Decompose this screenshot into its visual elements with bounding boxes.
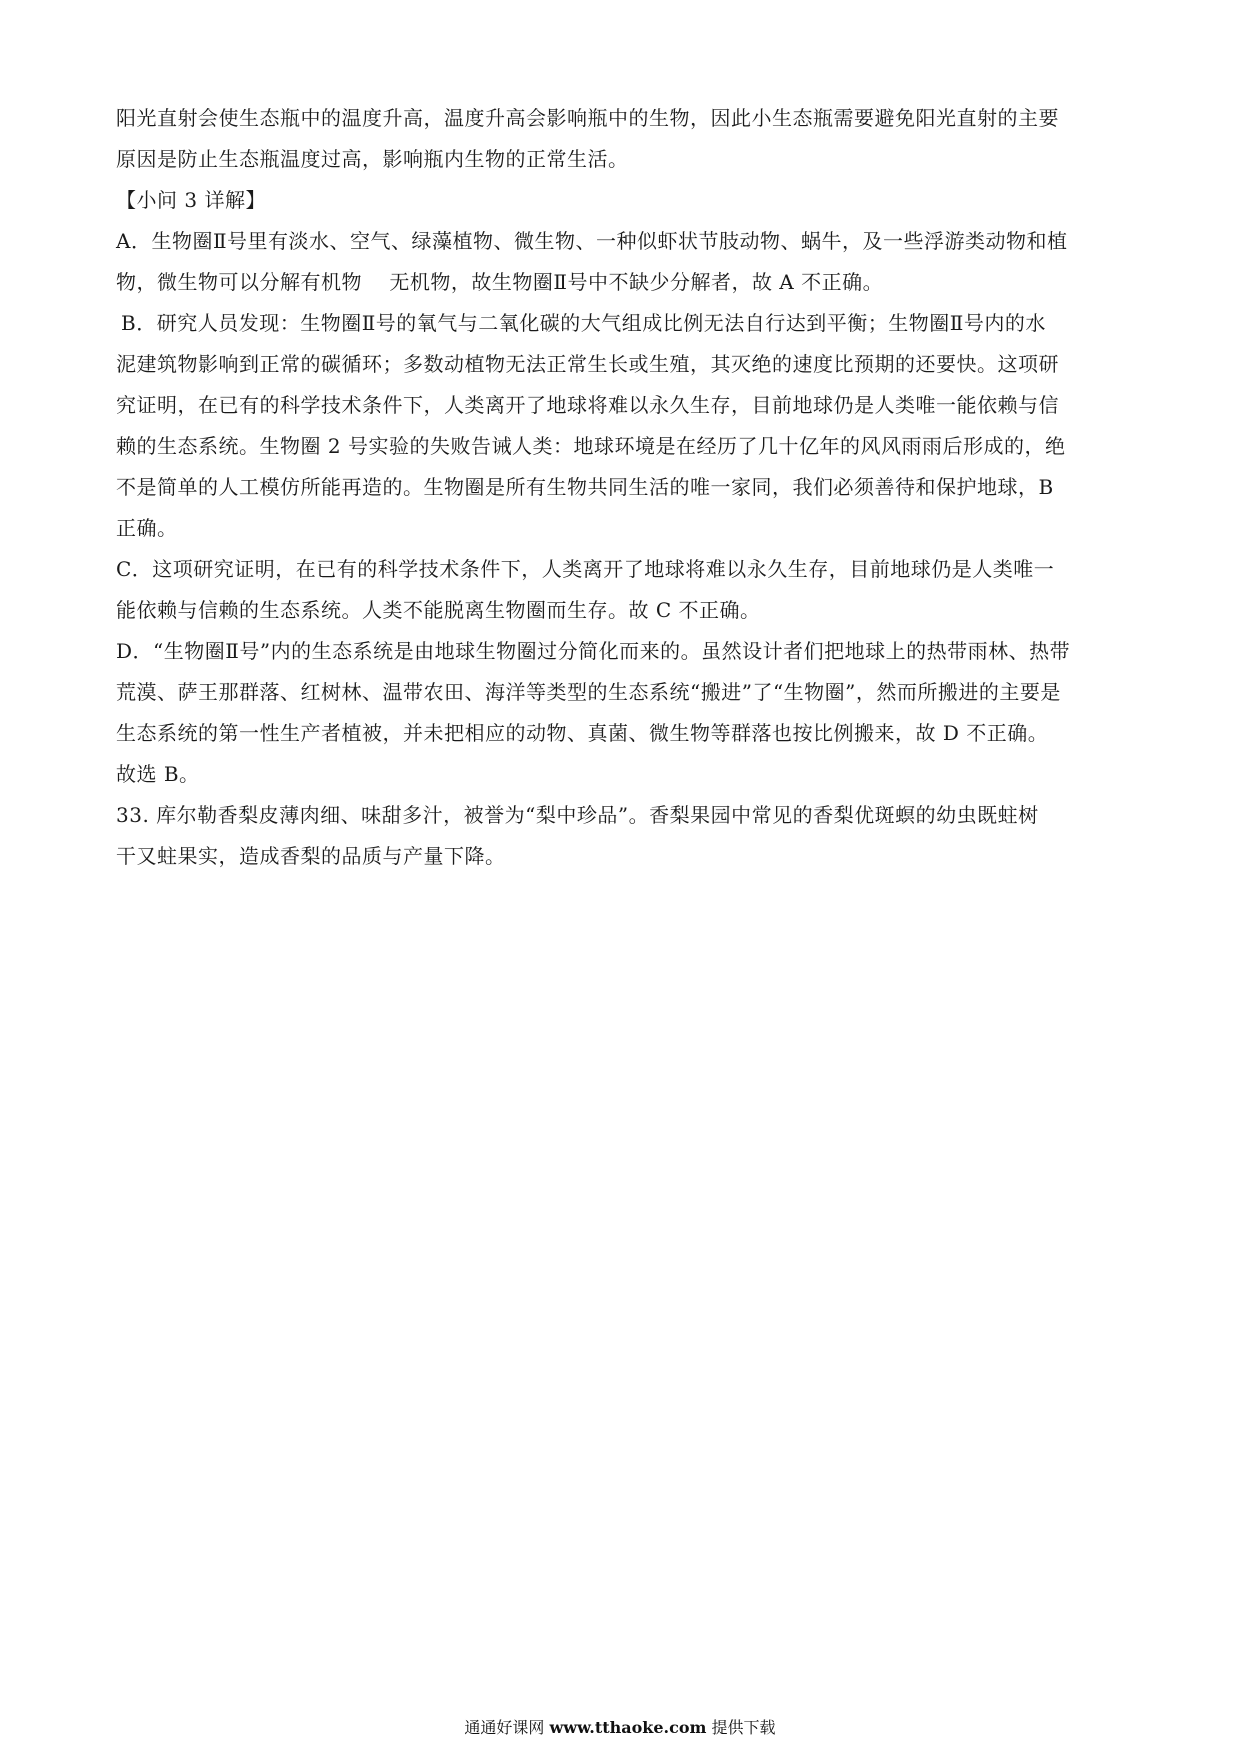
text-line: 泥建筑物影响到正常的碳循环；多数动植物无法正常生长或生殖，其灭绝的速度比预期的还要快。这项研 bbox=[116, 352, 1059, 376]
text-line: C．这项研究证明，在已有的科学技术条件下，人类离开了地球将难以永久生存，目前地球仍是人类唯一 bbox=[116, 557, 1055, 581]
text-line: 正确。 bbox=[116, 516, 178, 540]
footer-url-link[interactable]: www.tthaoke.com bbox=[549, 1718, 707, 1737]
document-body bbox=[116, 98, 1124, 877]
section-heading: 【小问 3 详解】 bbox=[116, 188, 266, 212]
footer-site-name: 通通好课网 bbox=[464, 1718, 545, 1737]
text-line: 物，微生物可以分解有机物 无机物，故生物圈Ⅱ号中不缺少分解者，故 A 不正确。 bbox=[116, 270, 884, 294]
question-line: 干又蛀果实，造成香梨的品质与产量下降。 bbox=[116, 844, 506, 868]
question-line: 33. 库尔勒香梨皮薄肉细、味甜多汁，被誉为“梨中珍品”。香梨果园中常见的香梨优斑螟的幼虫既蛀树 bbox=[116, 803, 1039, 827]
text-line: D．“生物圈Ⅱ号”内的生态系统是由地球生物圈过分简化而来的。虽然设计者们把地球上的热带雨林、热带 bbox=[116, 639, 1071, 663]
footer-suffix: 提供下载 bbox=[711, 1718, 776, 1737]
text-line: 生态系统的第一性生产者植被，并未把相应的动物、真菌、微生物等群落也按比例搬来，故 D 不正确。 bbox=[116, 721, 1049, 745]
text-line: 赖的生态系统。生物圈 2 号实验的失败告诫人类：地球环境是在经历了几十亿年的风风雨雨后形成的，绝 bbox=[116, 434, 1066, 458]
text-line: B．研究人员发现：生物圈Ⅱ号的氧气与二氧化碳的大气组成比例无法自行达到平衡；生物圈Ⅱ号内的水 bbox=[121, 311, 1046, 335]
text-line: A．生物圈Ⅱ号里有淡水、空气、绿藻植物、微生物、一种似虾状节肢动物、蜗牛，及一些浮游类动物和植 bbox=[116, 229, 1068, 253]
page-footer bbox=[0, 1717, 1240, 1739]
answer-line: 故选 B。 bbox=[116, 762, 200, 786]
text-line: 能依赖与信赖的生态系统。人类不能脱离生物圈而生存。故 C 不正确。 bbox=[116, 598, 761, 622]
text-line: 究证明，在已有的科学技术条件下，人类离开了地球将难以永久生存，目前地球仍是人类唯一能依赖与信 bbox=[116, 393, 1059, 417]
text-line: 荒漠、萨王那群落、红树林、温带农田、海洋等类型的生态系统“搬进”了“生物圈”，然而所搬进的主要是 bbox=[116, 680, 1061, 704]
text-line: 原因是防止生态瓶温度过高，影响瓶内生物的正常生活。 bbox=[116, 147, 629, 171]
text-line: 不是简单的人工模仿所能再造的。生物圈是所有生物共同生活的唯一家同，我们必须善待和保护地球，B bbox=[116, 475, 1054, 499]
text-line: 阳光直射会使生态瓶中的温度升高，温度升高会影响瓶中的生物，因此小生态瓶需要避免阳光直射的主要 bbox=[116, 106, 1059, 130]
